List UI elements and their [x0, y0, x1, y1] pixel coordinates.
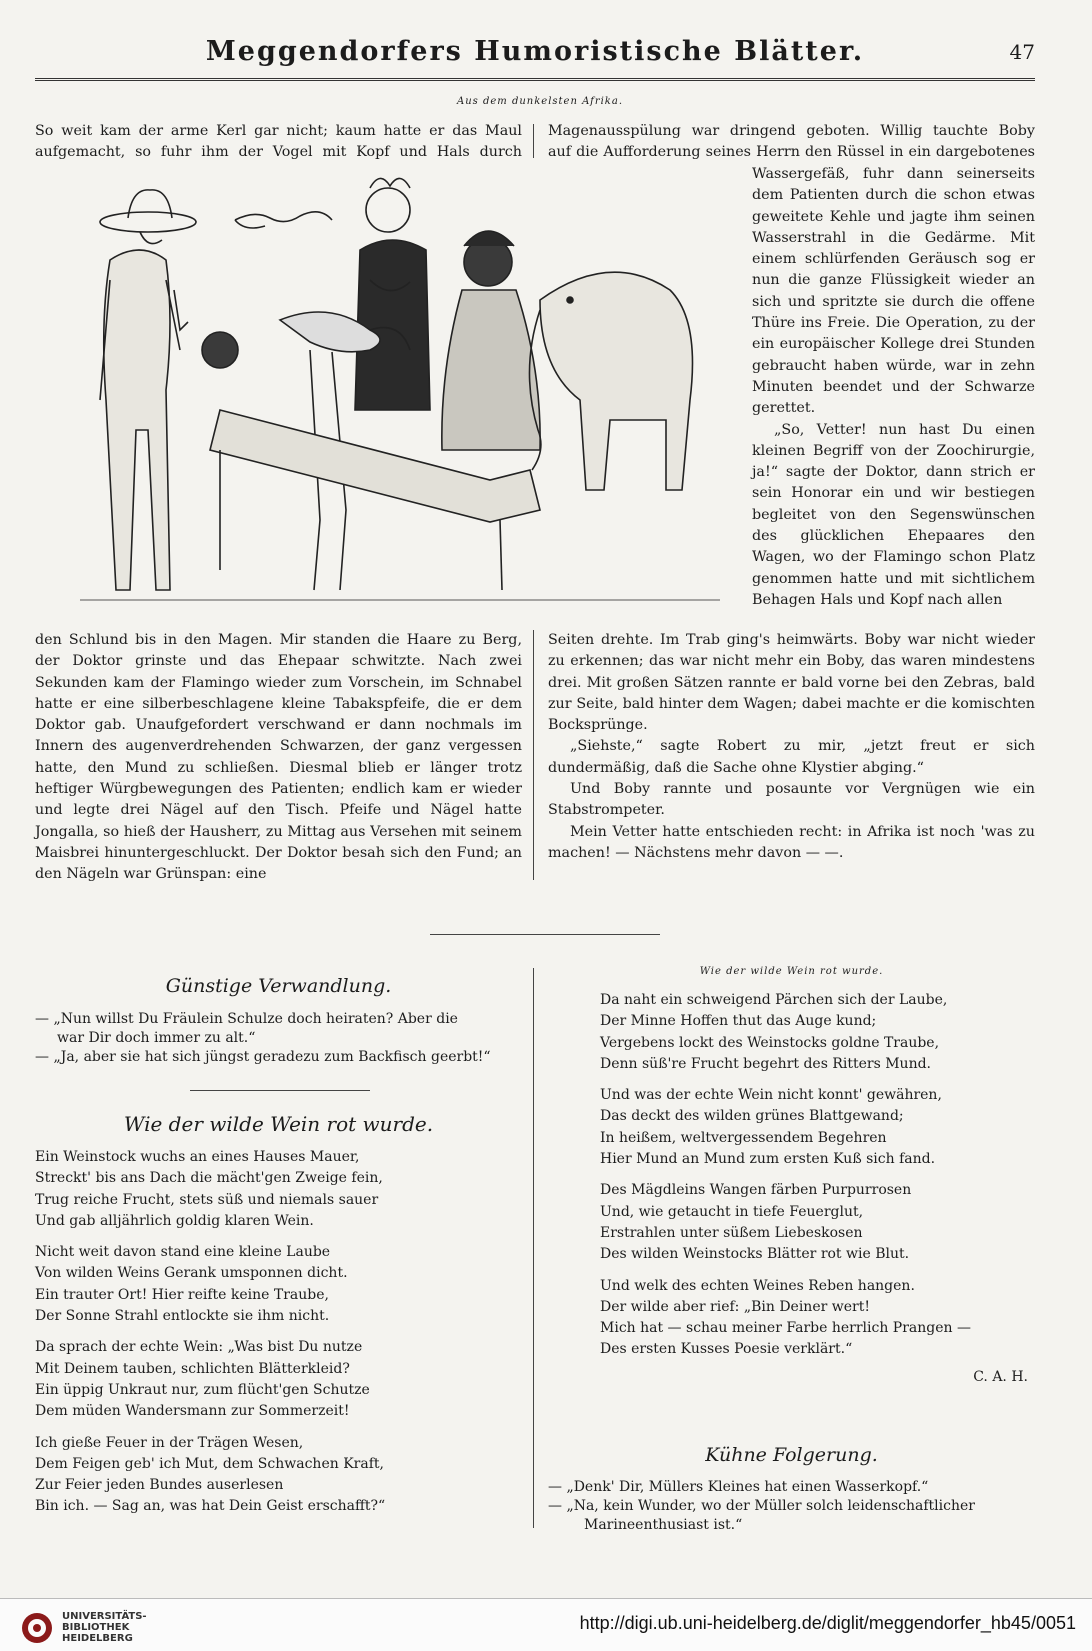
poem-line: Das deckt des wilden grünes Blattgewand; — [600, 1108, 904, 1125]
poem-signature: C. A. H. — [973, 1369, 1028, 1385]
poem-line: Bin ich. — Sag an, was hat Dein Geist erschafft?“ — [35, 1498, 386, 1515]
poem-line: Der wilde aber rief: „Bin Deiner wert! — [600, 1298, 870, 1315]
header-rule — [35, 78, 1035, 85]
section-title: Kühne Folgerung. — [705, 1444, 878, 1466]
poem-line: Nicht weit davon stand eine kleine Laube — [35, 1244, 331, 1261]
dialogue-line: Marineenthusiast ist.“ — [584, 1517, 743, 1533]
paragraph: „So, Vetter! nun hast Du einen kleinen Begriff von der Zoochirurgie, ja!“ sagte der Doktor, dann strich er sein Honorar ein und wir bestiegen begleitet von den Segenswünschen des glücklichen Ehepaares den Wagen, wo der Flamingo schon Platz genommen hatte und mit sichtlichem Behagen Hals und Kopf nach allen — [752, 421, 1035, 608]
viewer-footer — [0, 1598, 1092, 1651]
logo-line: UNIVERSITÄTS- — [62, 1611, 147, 1622]
poem-line: Und was der echte Wein nicht konnt' gewähren, — [600, 1087, 942, 1104]
page-header — [35, 36, 1035, 72]
poem-line: Und gab alljährlich goldig klaren Wein. — [35, 1212, 314, 1229]
poem-line: Zur Feier jeden Bundes auserlesen — [35, 1477, 284, 1494]
poem-stanza — [35, 1337, 522, 1422]
poem-line: Denn süß're Frucht begehrt des Ritters Mund. — [600, 1055, 932, 1072]
poem-line: Hier Mund an Mund zum ersten Kuß sich fand. — [600, 1151, 936, 1168]
poem-line: Des wilden Weinstocks Blätter rot wie Blut. — [600, 1246, 910, 1263]
dialogue-line: — „Ja, aber sie hat sich jüngst geradezu zum Backfisch geerbt!“ — [35, 1049, 491, 1065]
permalink-url[interactable]: http://digi.ub.uni-heidelberg.de/diglit/meggendorfer_hb45/0051 — [579, 1613, 1076, 1633]
dialogue-line: — „Denk' Dir, Müllers Kleines hat einen Wasserkopf.“ — [548, 1479, 929, 1495]
university-logo-icon — [20, 1611, 54, 1645]
poem-line: Ein Weinstock wuchs an eines Hauses Mauer, — [35, 1149, 360, 1165]
poem-line: Ich gieße Feuer in der Trägen Wesen, — [35, 1434, 304, 1451]
poem-line: Erstrahlen unter süßem Liebeskosen — [600, 1224, 863, 1241]
poem-stanza — [600, 1180, 1030, 1265]
poem-line: Trug reiche Frucht, stets süß und niemals sauer — [35, 1191, 379, 1208]
column-rule-lower — [533, 968, 534, 1528]
text-line: aufgemacht, so fuhr ihm der Vogel mit Kopf und Hals durch — [35, 144, 522, 161]
paragraph: Und Boby rannte und posaunte vor Vergnügen wie ein Stabstrompeter. — [548, 781, 1035, 819]
text-line: auf die Aufforderung seines Herrn den Rüssel in ein dargebotenes — [548, 144, 1035, 161]
poem-line: Da sprach der echte Wein: „Was bist Du nutze — [35, 1339, 363, 1356]
poem-line: Der Sonne Strahl entlockte sie ihm nicht. — [35, 1308, 330, 1325]
paragraph: Mein Vetter hatte entschieden recht: in Afrika ist noch 'was zu machen! — Nächstens mehr davon — —. — [548, 823, 1035, 861]
poem-line: Dem Feigen geb' ich Mut, dem Schwachen Kraft, — [35, 1455, 384, 1472]
cartoon-illustration — [70, 170, 730, 620]
running-caption: Aus dem dunkelsten Afrika. — [456, 96, 624, 107]
poem-stanza — [35, 1433, 522, 1518]
poem-line: Des Mägdleins Wangen färben Purpurrosen — [600, 1182, 912, 1199]
poem-line: Von wilden Weins Gerank umsponnen dicht. — [35, 1265, 348, 1282]
poem-right — [600, 990, 1030, 1371]
section-separator — [430, 934, 660, 935]
dialogue-line: — „Na, kein Wunder, wo der Müller solch leidenschaftlicher — [548, 1498, 975, 1514]
logo-line: HEIDELBERG — [62, 1633, 133, 1644]
poem-line: Und welk des echten Weines Reben hangen. — [600, 1277, 915, 1294]
article-left-bottom — [35, 630, 522, 886]
paragraph: Wassergefäß, fuhr dann seinerseits dem Patienten durch die schon etwas geweitete Kehle und jagte ihm seinen Wasserstrahl in die Gedärme. Mit einem schlürfenden Geräusch sog er nun die ganze Flüssigkeit wieder an sich und spritzte sie durch die offene Thüre ins Freie. Die Operation, zu der ein europäischer Kollege drei Stunden gebraucht haben würde, war in zehn Minuten beendet und der Schwarze gerettet. — [752, 166, 1035, 417]
poem-line: Vergebens lockt des Weinstocks goldne Traube, — [600, 1034, 940, 1051]
paragraph: Seiten drehte. Im Trab ging's heimwärts. Boby war nicht wieder zu erkennen; das war nicht mehr ein Boby, das waren mindestens drei. Mit großen Sätzen rannte er bald vorne bei den Zebras, bald zur Seite, bald hinter dem Wagen; dabei machte er die komischten Bocksprünge. — [548, 632, 1035, 734]
article-right-bottom — [548, 630, 1035, 864]
poem-line: Streckt' bis ans Dach die mächt'gen Zweige fein, — [35, 1170, 383, 1187]
article-right-top — [548, 121, 1035, 164]
text-line: So weit kam der arme Kerl gar nicht; kaum hatte er das Maul — [35, 123, 522, 139]
poem-line: Des ersten Kusses Poesie verklärt.“ — [600, 1341, 853, 1358]
poem-line: Mich hat — schau meiner Farbe herrlich Prangen — — [600, 1320, 971, 1337]
poem-line: Dem müden Wandersmann zur Sommerzeit! — [35, 1403, 350, 1420]
poem-line: In heißem, weltvergessendem Begehren — [600, 1129, 887, 1146]
poem-line: Ein üppig Unkraut nur, zum flücht'gen Schutze — [35, 1381, 370, 1398]
poem-stanza — [35, 1242, 522, 1327]
poem-left — [35, 1147, 522, 1528]
poem-stanza — [600, 990, 1030, 1075]
library-logo-text — [62, 1611, 147, 1644]
short-rule — [190, 1090, 370, 1091]
column-rule-mid — [533, 630, 534, 880]
dialogue-line: war Dir doch immer zu alt.“ — [57, 1030, 256, 1046]
dialogue-kuehn — [548, 1478, 1035, 1535]
text-line: Magenausspülung war dringend geboten. Willig tauchte Boby — [548, 123, 1035, 139]
poem-title: Wie der wilde Wein rot wurde. — [123, 1112, 434, 1136]
article-left-top — [35, 121, 522, 164]
poem-line: Ein trauter Ort! Hier reifte keine Traube, — [35, 1286, 329, 1303]
dialogue-guenstig — [35, 1010, 522, 1067]
poem-stanza — [35, 1147, 522, 1232]
journal-title: Meggendorfers Humoristische Blätter. — [205, 36, 865, 67]
paragraph: „Siehste,“ sagte Robert zu mir, „jetzt freut er sich dundermäßig, daß die Sache ohne Klystier abging.“ — [548, 738, 1035, 776]
page-number: 47 — [1009, 40, 1035, 64]
poem-line: Und, wie getaucht in tiefe Feuerglut, — [600, 1203, 864, 1220]
article-right-narrow — [752, 164, 1035, 611]
section-title: Günstige Verwandlung. — [165, 975, 392, 997]
poem-running-head: Wie der wilde Wein rot wurde. — [699, 966, 884, 977]
poem-line: Der Minne Hoffen thut das Auge kund; — [600, 1013, 877, 1030]
paragraph: den Schlund bis in den Magen. Mir standen die Haare zu Berg, der Doktor grinste und das Ehepaar schwitzte. Nach zwei Sekunden kam der Flamingo wieder zum Vorschein, im Schnabel hatte er eine silberbeschlagene kleine Tabakspfeife, die er dem Doktor gab. Unaufgefordert verschwand er dann nochmals im Innern des augenverdrehenden Schwarzen, der ganz vergessen hatte, den Mund zu schließen. Diesmal blieb er länger trotz heftiger Würgbewegungen des Patienten; endlich kam er wieder und legte drei Nägel auf den Tisch. Pfeife und Nägel hatte Jongalla, so hieß der Hausherr, zu Mittag aus Versehen mit seinem Maisbrei hinuntergeschluckt. Der Doktor besah sich den Fund; an den Nägeln war Grünspan: eine — [35, 632, 522, 883]
column-rule-top — [533, 124, 534, 158]
poem-stanza — [600, 1276, 1030, 1361]
poem-line: Da naht ein schweigend Pärchen sich der Laube, — [600, 992, 948, 1008]
logo-line: BIBLIOTHEK — [62, 1622, 130, 1633]
poem-line: Mit Deinem tauben, schlichten Blätterkleid? — [35, 1360, 350, 1377]
dialogue-line: — „Nun willst Du Fräulein Schulze doch heiraten? Aber die — [35, 1011, 458, 1027]
poem-stanza — [600, 1085, 1030, 1170]
